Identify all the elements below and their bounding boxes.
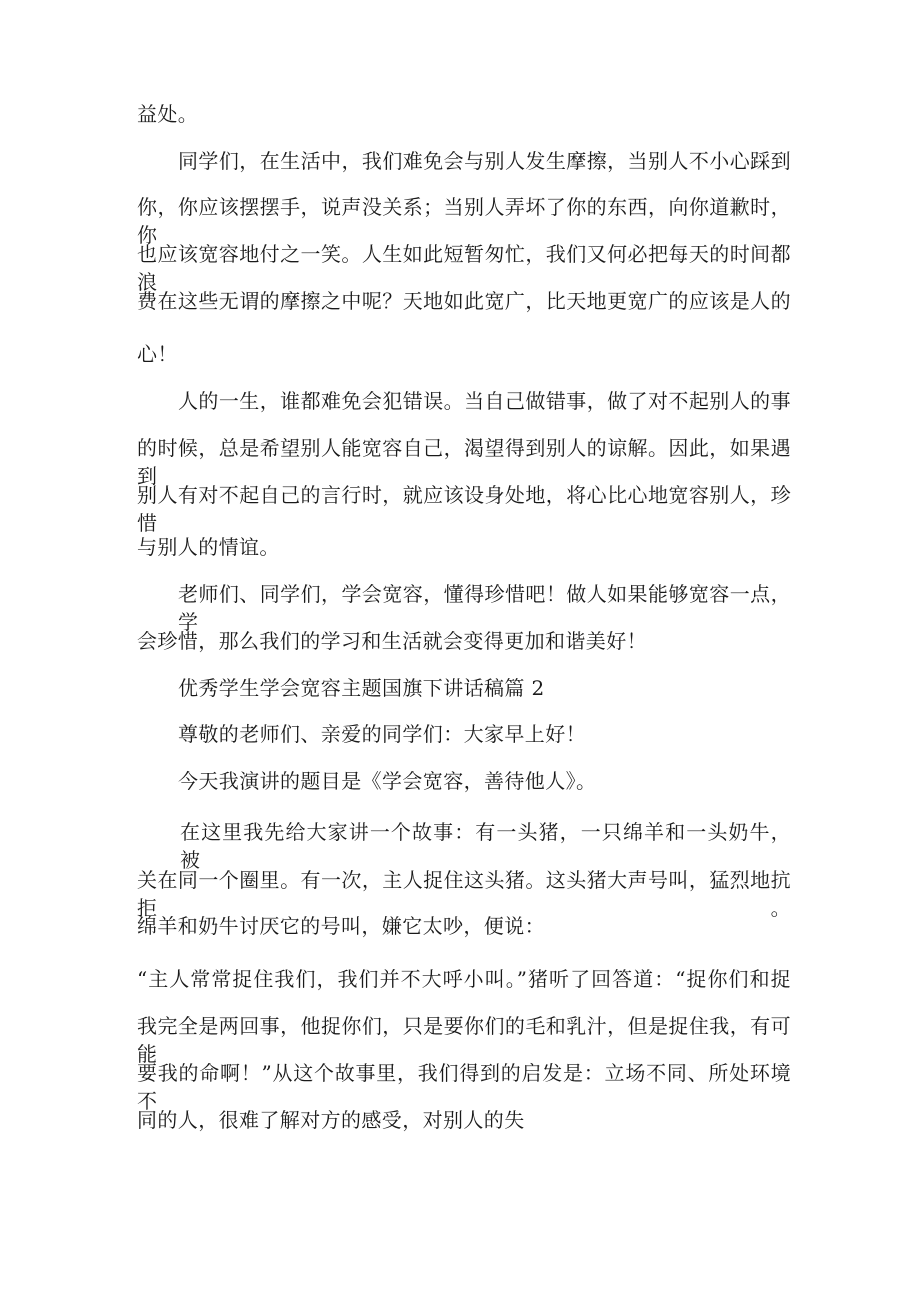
salutation: 尊敬的老师们、亲爱的同学们：大家早上好！: [178, 722, 586, 746]
text-line: “主人常常捉住我们，我们并不大呼小叫。”猪听了回答道：“捉你们和捉: [137, 967, 791, 991]
text-line: 也应该宽容地付之一笑。人生如此短暂匆忙，我们又何必把每天的时间都浪: [137, 242, 791, 294]
text-line: 你，你应该摆摆手，说声没关系；当别人弄坏了你的东西，向你道歉时，你: [137, 195, 791, 247]
paragraph-first-line: 老师们、同学们，学会宽容，懂得珍惜吧！做人如果能够宽容一点，学: [178, 582, 791, 634]
text-line: 要我的命啊！”从这个故事里，我们得到的启发是：立场不同、所处环境不: [137, 1061, 791, 1113]
text-line: 费在这些无谓的摩擦之中呢？天地如此宽广，比天地更宽广的应该是人的: [137, 289, 791, 313]
text-line: 的时候，总是希望别人能宽容自己，渴望得到别人的谅解。因此，如果遇到: [137, 436, 791, 488]
speech-title-line: 今天我演讲的题目是《学会宽容，善待他人》。: [178, 769, 597, 793]
text-line: 关在同一个圈里。有一次，主人捉住这头猪。这头猪大声号叫，猛烈地抗拒。: [137, 868, 791, 920]
paragraph-first-line: 在这里我先给大家讲一个故事：有一头猪，一只绵羊和一头奶牛，被: [180, 820, 791, 872]
section-heading: 优秀学生学会宽容主题国旗下讲话稿篇 2: [178, 676, 545, 700]
text-line: 绵羊和奶牛讨厌它的号叫，嫌它太吵，便说：: [137, 914, 545, 938]
paragraph-first-line: 同学们，在生活中，我们难免会与别人发生摩擦，当别人不小心踩到: [178, 149, 791, 173]
text-line: 益处。: [137, 102, 199, 126]
paragraph-first-line: 人的一生，谁都难免会犯错误。当自己做错事，做了对不起别人的事: [178, 389, 791, 413]
text-line: 会珍惜，那么我们的学习和生活就会变得更加和谐美好！: [137, 629, 647, 653]
text-line: 别人有对不起自己的言行时，就应该设身处地，将心比心地宽容别人，珍惜: [137, 483, 791, 535]
text-line: 与别人的情谊。: [137, 535, 280, 559]
text-line: 同的人，很难了解对方的感受，对别人的失: [137, 1108, 525, 1132]
text-line: 心！: [137, 342, 178, 366]
text-line: 我完全是两回事，他捉你们，只是要你们的毛和乳汁，但是捉住我，有可能: [137, 1014, 791, 1066]
